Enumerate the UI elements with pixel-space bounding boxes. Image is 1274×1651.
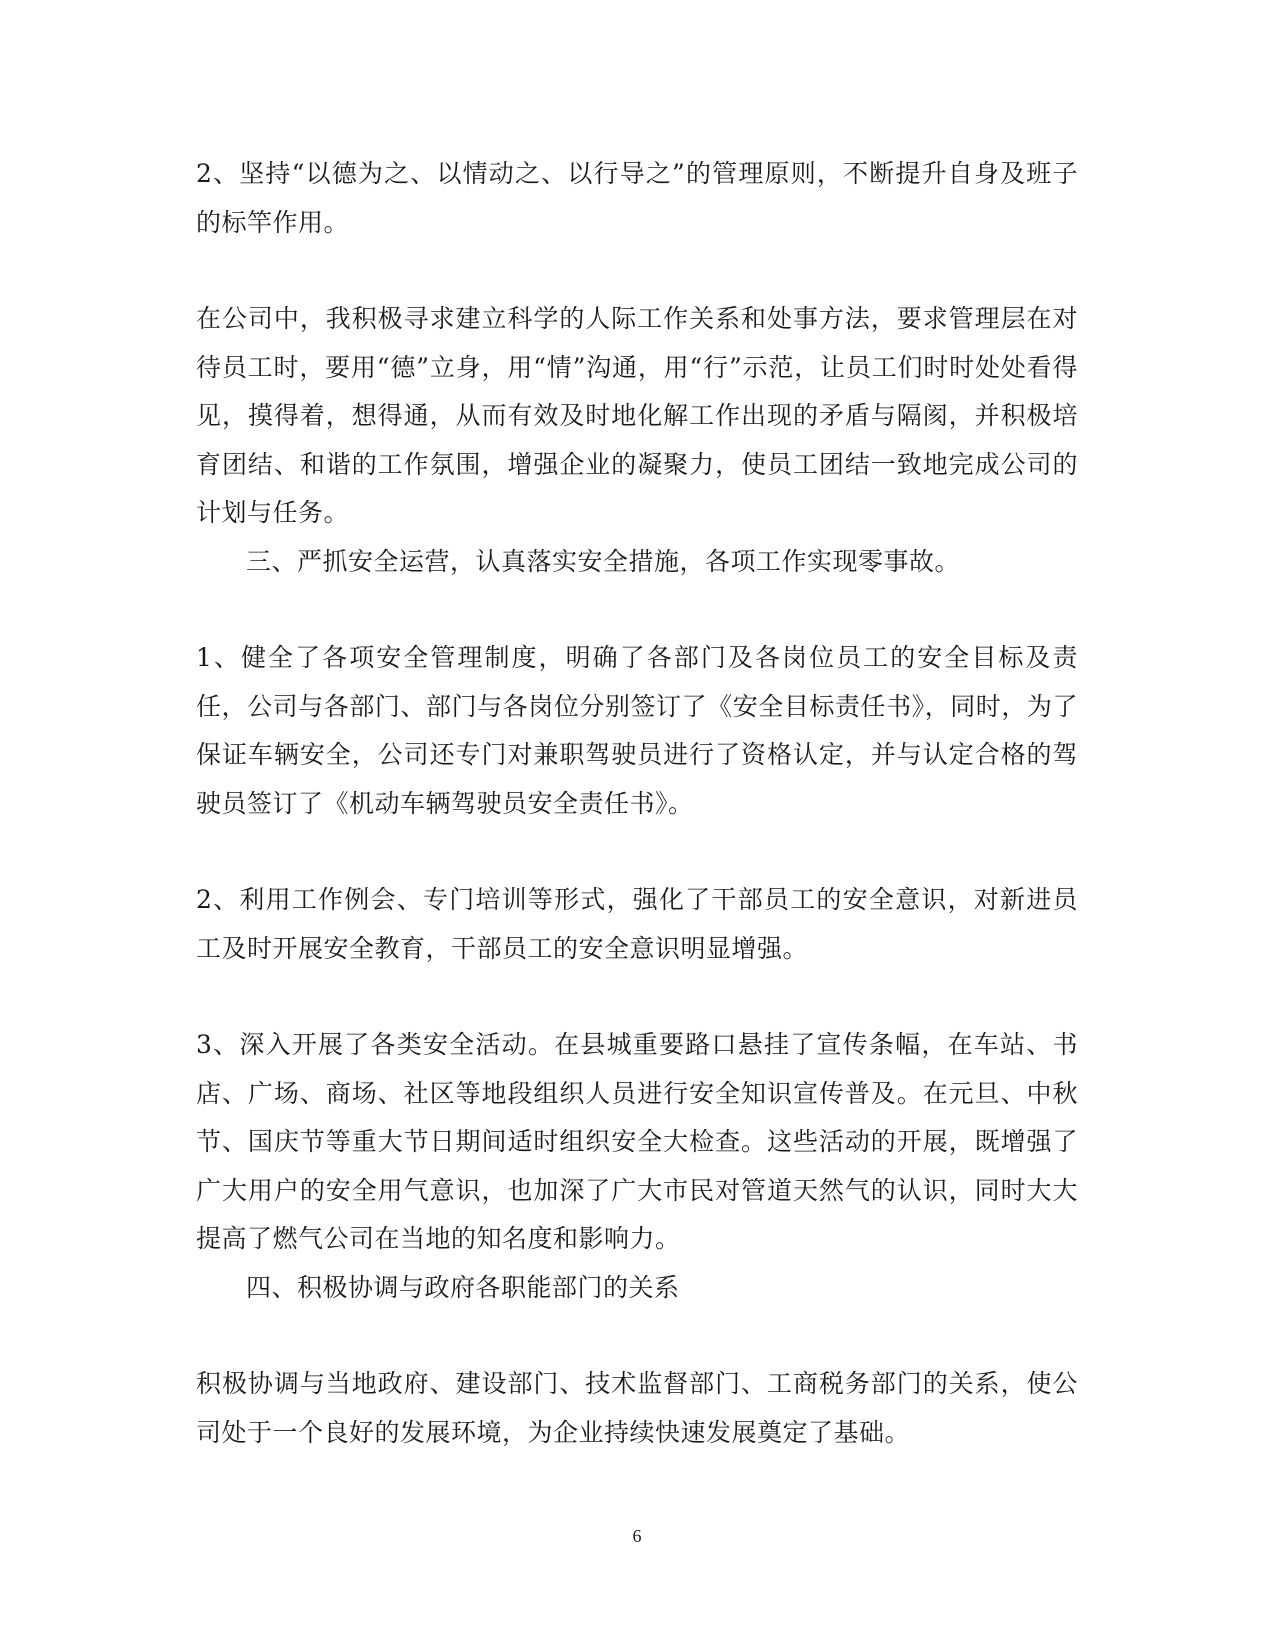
paragraph-safety-system: 1、健全了各项安全管理制度，明确了各部门及各岗位员工的安全目标及责任，公司与各部门、部门与各岗位分别签订了《安全目标责任书》，同时，为了保证车辆安全，公司还专门对兼职驾驶员进行了资格认定，并与认定合格的驾驶员签订了《机动车辆驾驶员安全责任书》。 [196,643,1078,818]
paragraph-management-principle: 2、坚持“以德为之、以情动之、以行导之”的管理原则，不断提升自身及班子的标竿作用。 [196,159,1078,237]
paragraph-interpersonal-relations: 在公司中，我积极寻求建立科学的人际工作关系和处事方法，要求管理层在对待员工时，要用“德”立身，用“情”沟通，用“行”示范，让员工们时时处处看得见，摸得着，想得通，从而有效及时地化解工作出现的矛盾与隔阂，并积极培育团结、和谐的工作氛围，增强企业的凝聚力，使员工团结一致地完成公司的计划与任务。 [196,304,1078,527]
section-heading-government-relations: 四、积极协调与政府各职能部门的关系 [246,1272,680,1302]
section-heading-safety: 三、严抓安全运营，认真落实安全措施，各项工作实现零事故。 [246,546,961,576]
paragraph-safety-training: 2、利用工作例会、专门培训等形式，强化了干部员工的安全意识，对新进员工及时开展安全教育，干部员工的安全意识明显增强。 [196,885,1078,963]
paragraph-government-coordination: 积极协调与当地政府、建设部门、技术监督部门、工商税务部门的关系，使公司处于一个良好的发展环境，为企业持续快速发展奠定了基础。 [196,1369,1078,1447]
page-number: 6 [632,1526,642,1546]
document-body [196,150,1078,1457]
paragraph-safety-activities: 3、深入开展了各类安全活动。在县城重要路口悬挂了宣传条幅，在车站、书店、广场、商场、社区等地段组织人员进行安全知识宣传普及。在元旦、中秋节、国庆节等重大节日期间适时组织安全大检查。这些活动的开展，既增强了广大用户的安全用气意识，也加深了广大市民对管道天然气的认识，同时大大提高了燃气公司在当地的知名度和影响力。 [196,1030,1078,1253]
